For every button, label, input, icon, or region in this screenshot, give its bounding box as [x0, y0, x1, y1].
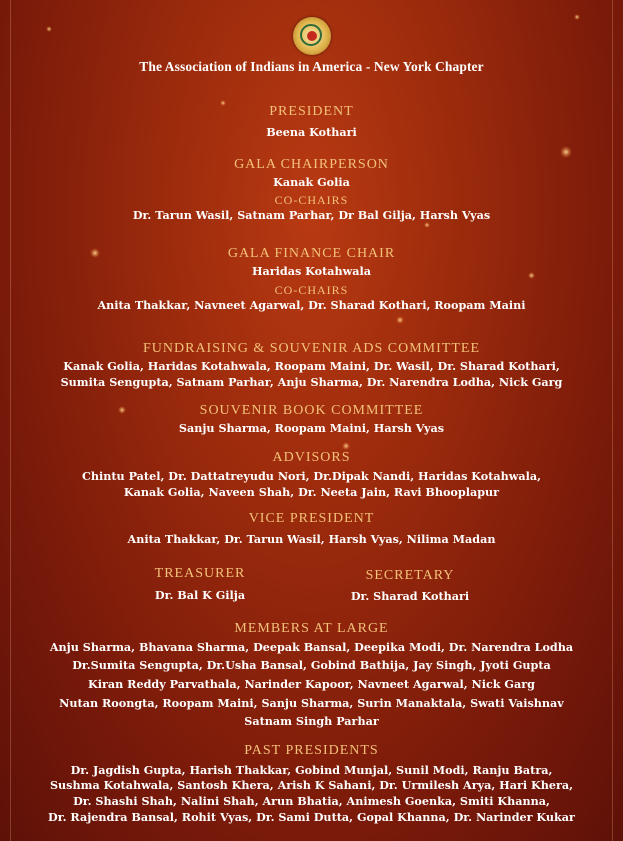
finance-chair-heading: GALA FINANCE CHAIR [227, 246, 396, 261]
advisors-heading: ADVISORS [272, 450, 351, 465]
fundraising-line: Sumita Sengupta, Satnam Parhar, Anju Sharma, Dr. Narendra Lodha, Nick Garg [60, 375, 563, 389]
organization-name: The Association of Indians in America - New York Chapter [139, 59, 484, 74]
gala-chair-name: Kanak Golia [273, 175, 350, 189]
finance-cochairs-heading: CO-CHAIRS [274, 283, 349, 297]
advisors-line: Chintu Patel, Dr. Dattatreyudu Nori, Dr.Dipak Nandi, Haridas Kotahwala, [81, 469, 542, 483]
souvenir-book-heading: SOUVENIR BOOK COMMITTEE [199, 403, 424, 418]
members-line: Satnam Singh Parhar [244, 714, 379, 728]
past-presidents-line: Dr. Rajendra Bansal, Rohit Vyas, Dr. Sami Dutta, Gopal Khanna, Dr. Narinder Kukar [48, 810, 575, 824]
gala-chair-heading: GALA CHAIRPERSON [234, 157, 389, 172]
gala-cochairs-names: Dr. Tarun Wasil, Satnam Parhar, Dr Bal Gilja, Harsh Vyas [132, 208, 491, 222]
finance-cochairs-names: Anita Thakkar, Navneet Agarwal, Dr. Sharad Kothari, Roopam Maini [97, 298, 526, 312]
members-line: Kiran Reddy Parvathala, Narinder Kapoor, Navneet Agarwal, Nick Garg [88, 677, 535, 691]
vice-president-heading: VICE PRESIDENT [248, 511, 375, 526]
members-line: Dr.Sumita Sengupta, Dr.Usha Bansal, Gobind Bathija, Jay Singh, Jyoti Gupta [72, 658, 551, 672]
secretary-heading: SECRETARY [365, 568, 455, 583]
past-presidents-line: Sushma Kotahwala, Santosh Khera, Arish K Sahani, Dr. Urmilesh Arya, Hari Khera, [49, 778, 574, 792]
souvenir-book-names: Sanju Sharma, Roopam Maini, Harsh Vyas [178, 421, 445, 435]
aia-emblem-icon [293, 17, 331, 55]
advisors-line: Kanak Golia, Naveen Shah, Dr. Neeta Jain, Ravi Bhooplapur [123, 485, 500, 499]
fundraising-heading: FUNDRAISING & SOUVENIR ADS COMMITTEE [142, 341, 480, 356]
secretary-name: Dr. Sharad Kothari [350, 589, 470, 603]
members-line: Nutan Roongta, Roopam Maini, Sanju Sharma, Surin Manaktala, Swati Vaishnav [59, 696, 564, 710]
bokeh-light [574, 14, 580, 20]
treasurer-heading: TREASURER [154, 566, 246, 581]
members-heading: MEMBERS AT LARGE [234, 621, 389, 636]
vice-president-names: Anita Thakkar, Dr. Tarun Wasil, Harsh Vyas, Nilima Madan [127, 532, 496, 546]
president-heading: PRESIDENT [269, 104, 354, 119]
bokeh-light [396, 316, 404, 324]
past-presidents-line: Dr. Shashi Shah, Nalini Shah, Arun Bhatia, Animesh Goenka, Smiti Khanna, [73, 794, 550, 808]
bokeh-light [46, 26, 52, 32]
bokeh-light [342, 442, 350, 450]
president-name: Beena Kothari [266, 125, 357, 139]
gala-cochairs-heading: CO-CHAIRS [274, 193, 349, 207]
fundraising-line: Kanak Golia, Haridas Kotahwala, Roopam Maini, Dr. Wasil, Dr. Sharad Kothari, [63, 359, 560, 373]
past-presidents-heading: PAST PRESIDENTS [244, 743, 379, 758]
finance-chair-name: Haridas Kotahwala [251, 264, 372, 278]
members-line: Anju Sharma, Bhavana Sharma, Deepak Bansal, Deepika Modi, Dr. Narendra Lodha [49, 640, 574, 654]
treasurer-name: Dr. Bal K Gilja [154, 588, 246, 602]
bokeh-light [424, 222, 430, 228]
past-presidents-line: Dr. Jagdish Gupta, Harish Thakkar, Gobind Munjal, Sunil Modi, Ranju Batra, [70, 763, 553, 777]
